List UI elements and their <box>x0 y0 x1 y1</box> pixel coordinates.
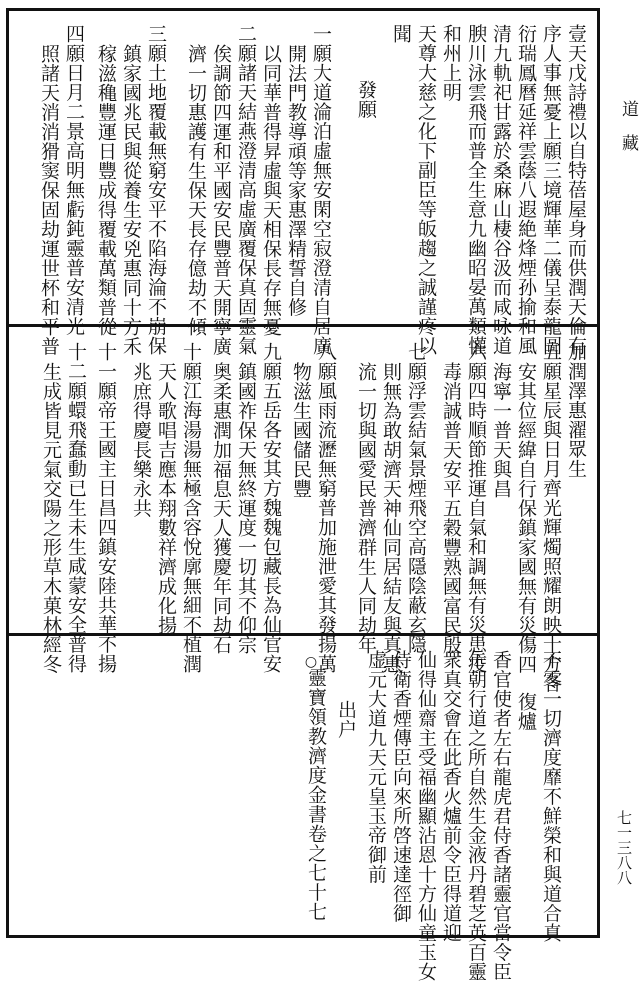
text-column: 濟一切惠護有生保天長存億劫不傾 <box>185 44 207 337</box>
text-column: 流一切與國愛民普濟群生人同劫年 <box>355 362 377 655</box>
text-column: 香官使者左右龍虎君侍香諸靈官當令臣 <box>490 650 512 982</box>
text-column: 物滋生國儲民豐 <box>290 362 312 499</box>
text-column: 清九軌祀甘露於桑麻山棲谷汲而咸咏道 <box>490 24 512 356</box>
text-column: 天人歌唱吉應本翔數祥濟成化揚 <box>155 362 177 635</box>
text-column: 鎮家國兆民與從養生安兇惠同十方禾 <box>120 44 142 356</box>
text-column: 午朝行道之所自然生金液丹碧芝英百靈 <box>465 650 487 982</box>
text-column: 四願日月二景高明無虧鈍靈普安清光 <box>63 24 85 336</box>
text-column: 虚元大道九天元皇玉帝御前 <box>365 650 387 884</box>
text-column: 五願星辰與日月齊光輝燭照耀朗映十方各 <box>540 342 562 693</box>
text-column: 八願風雨流瀝無窮普加施泄愛其發揚萬 <box>315 342 337 674</box>
text-column: 不零一切濟度靡不鮮榮和與道合真 <box>540 650 562 943</box>
text-column: 安其位經緯自行保鎮家國無有災傷四 <box>515 362 537 674</box>
text-column: 稼滋穐豐運日豐成得覆載萬類普從 <box>95 44 117 337</box>
text-column: 序人事無憂上願三境輝華二儀呈泰龍圖 <box>540 24 562 356</box>
text-column: 海寧一普天與昌 <box>490 362 512 499</box>
text-column: 照諸天消消猾窦保固劫運世杯和平普 <box>38 44 60 356</box>
text-column: 十二願蠉飛蠢動已生未生咸蒙安全普得 <box>65 342 87 674</box>
text-column: 俟調節四運和平國安民豐普天開寧廣 <box>210 44 232 356</box>
text-column: 腴川泳雲飛而普全生意九幽昭晏萬類懽 <box>465 24 487 356</box>
text-column: 則無為敢胡濟天神仙同居結友與真惠 <box>380 362 402 674</box>
text-column: 開法門教導頑等家惠澤精誓自修 <box>285 44 307 317</box>
text-column: 和州上明 <box>440 24 462 102</box>
section-heading-fayuan: 發願 <box>355 80 377 119</box>
text-column: 生成皆見元氣交陽之形草木菓林經冬 <box>40 362 62 674</box>
text-column: 十願江海湯湯無極含容悅廓無細不植潤 <box>180 342 202 674</box>
text-column: 二願諸天結燕澄清高虛廣覆保真固靈氣 <box>235 24 257 356</box>
sidebar-daozang-label: 道 藏 <box>618 100 638 151</box>
text-column: 十一願帝王國主日昌四鎮安陸共華不揚 <box>95 342 117 674</box>
text-column: 聞 <box>390 24 412 44</box>
scroll-title: 靈寶領教濟度金書卷之七十七 <box>305 668 327 922</box>
text-column: 九願五岳各安其方魏魏包藏長為仙官安 <box>260 342 282 674</box>
circle-mark: ○ <box>303 654 319 671</box>
text-column: 奥柔惠潤加福息天人獲慶年同劫石 <box>210 362 232 655</box>
text-column: 一願大道淪泊虛無安閑空寂澄清自居廣 <box>310 24 332 356</box>
text-column: 三願土地覆載無窮安平不陷海淪不崩保 <box>145 24 167 356</box>
text-column: 六願四時順節推運自氣和調無有災患疫 <box>465 342 487 674</box>
section-heading-chuhu: 出户 <box>335 700 357 739</box>
text-column: 衆真交會在此香火爐前令臣得道迎 <box>440 650 462 943</box>
text-column: 天尊大慈之化下副臣等皈趨之誠謹疼以 <box>415 24 437 356</box>
text-column: 仙得仙齋主受福幽顯沾恩十方仙童玉女 <box>415 650 437 982</box>
text-column: 壹天戊詩禮以自特蓓屋身而供潤天倫有 <box>565 24 587 356</box>
section-heading-fulu: 復爐 <box>515 692 537 731</box>
text-column: 加潤澤惠濯眾生 <box>565 342 587 479</box>
text-column: 兆庶得慶長樂永共 <box>130 362 152 518</box>
text-column: 鎮國祚保天無終運度一切其不仰宗 <box>235 362 257 655</box>
text-column: 衍瑞鳳曆延祥雲蔭八遐絶烽煙孙揄和風 <box>515 24 537 356</box>
text-column: 侍衛香煙傳臣向來所啓速達徑御 <box>390 650 412 923</box>
text-column: 毒消誠普天安平五穀豐熟國富民殷 <box>440 362 462 655</box>
page-number: 七一三八八 <box>615 810 633 885</box>
text-column: 以同華普得昇虛與天相保長存無憂 <box>260 44 282 337</box>
text-column: 七願浮雲結氣景煙飛空高隱陰蔽玄隱 <box>405 342 427 654</box>
